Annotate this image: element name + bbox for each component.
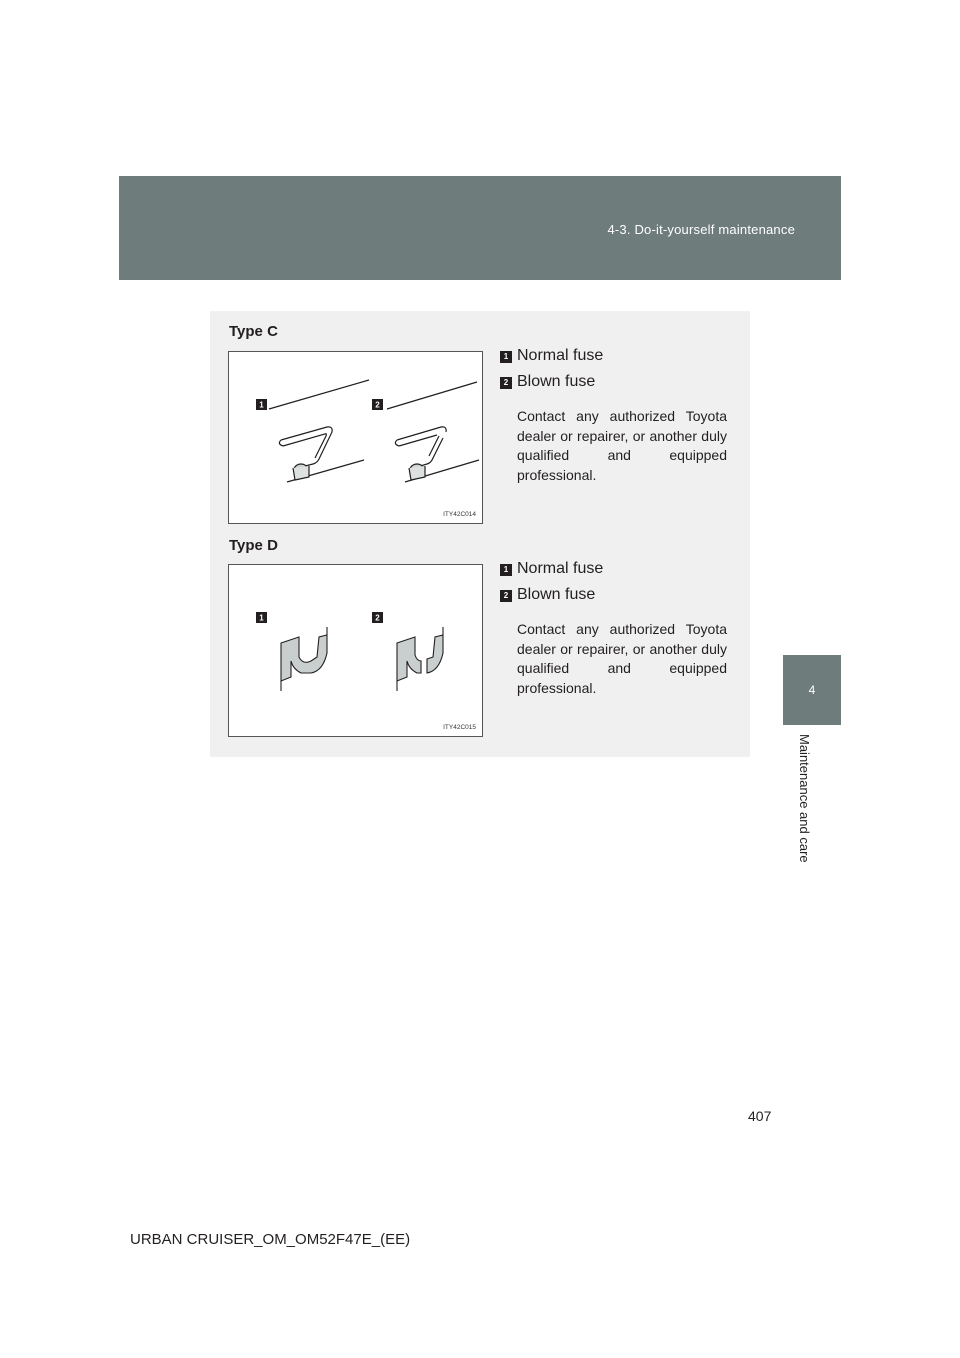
content-panel [210,311,750,757]
figure-code: ITY42C015 [443,724,476,731]
chapter-tab-label: Maintenance and care [797,734,812,863]
type-d-heading: Type D [229,537,278,554]
legend-item [499,560,729,586]
legend-label: Normal fuse [517,347,604,364]
figure-code: ITY42C014 [443,511,476,518]
legend-marker: 1 [500,351,512,363]
legend-label: Normal fuse [517,560,604,577]
legend-item [499,373,729,399]
callout-2-label: 2 [375,400,380,410]
page-number: 407 [748,1108,772,1124]
fuse-type-d-illustration [229,565,484,738]
legend-marker: 1 [500,564,512,576]
callout-1-label: 1 [259,400,264,410]
callout-2-label: 2 [375,613,380,623]
normal-fuse-c-drawing [269,380,369,482]
header-band [119,176,841,280]
legend-item [499,586,729,612]
blown-fuse-c-drawing [387,382,479,482]
type-d-figure [228,564,483,737]
chapter-tab: 4 [783,655,841,725]
normal-fuse-d-drawing [281,627,327,691]
legend-marker: 2 [500,377,512,389]
legend-note: Contact any authorized Toyota dealer or repairer, or another duly qualified and equipped professional. [517,621,727,696]
callout-1-label: 1 [259,613,264,623]
legend-item [499,347,729,373]
type-c-heading: Type C [229,323,278,340]
footer-document-code: URBAN CRUISER_OM_OM52F47E_(EE) [130,1231,411,1248]
section-title: 4-3. Do-it-yourself maintenance [607,222,795,237]
legend-label: Blown fuse [517,373,596,390]
fuse-type-c-illustration [229,352,484,525]
type-d-legend [499,560,729,698]
type-c-legend [499,347,729,485]
type-c-figure [228,351,483,524]
legend-note: Contact any authorized Toyota dealer or repairer, or another duly qualified and equipped professional. [517,408,727,483]
legend-label: Blown fuse [517,586,596,603]
blown-fuse-d-drawing [397,627,443,691]
legend-marker: 2 [500,590,512,602]
